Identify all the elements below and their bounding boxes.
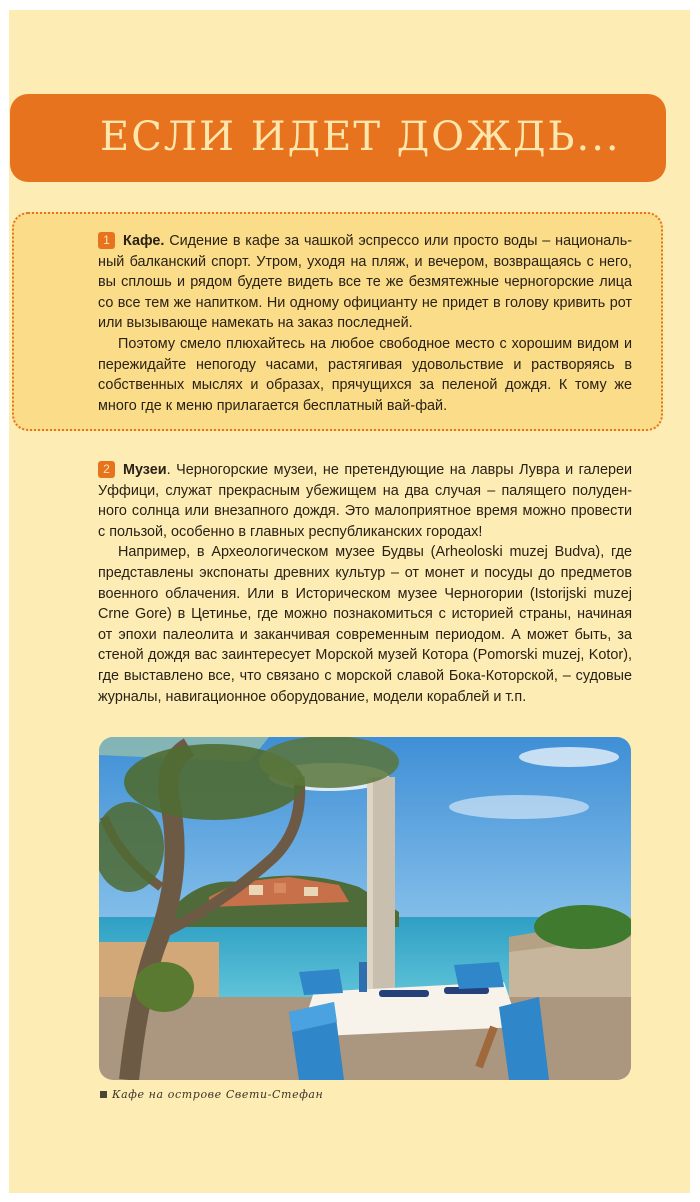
banner-title: ЕСЛИ ИДЕТ ДОЖДЬ... <box>100 114 621 160</box>
section-number-badge: 2 <box>98 461 115 478</box>
cafe-section <box>98 231 632 416</box>
photo-caption <box>100 1088 323 1101</box>
section-text: Поэтому смело плюхайтесь на любое свободное место с хорошим видом и пережидайте непогоду часами, растягивая удовольствие и растворяясь в собственных мыслях и образах, прячущихся за пеленой дождя. К тому же много где к меню прилагается бесплатный вай-фай. <box>98 335 632 414</box>
section-text: . Черногорские музеи, не претендующие на лавры Лувра и галереи Уффици, служат прекрасным убежищем на два случая – палящего полуденного солнца или внезапного дождя. Это малоприятное время можно провести с пользой, особенно в главных республиканских городах! <box>98 462 632 540</box>
section-heading: Музеи <box>123 462 167 478</box>
section-number-badge: 1 <box>98 232 115 249</box>
caption-text: Кафе на острове Свети-Стефан <box>112 1088 324 1101</box>
section-text: Например, в Археологическом музее Будвы (Arheoloski muzej Budva), где представлены экспонаты древних культур – от монет и посуды до предметов военного облачения. Или в Историческом музее Черногории (Istorijski muzej Crne Gore) в Цетинье, где можно познакомиться с историей страны, начиная от эпохи палеолита и заканчивая современным периодом. А может быть, за стеной дождя вас заинтересует Морской музей Котора (Pomorski muzej, Kotor), где выставлено все, что связано с морской славой Бока-Которской, – судовые журналы, навигационное оборудование, модели кораблей и т.п. <box>98 544 632 705</box>
cafe-photo <box>99 737 631 1080</box>
museums-section <box>98 460 632 707</box>
section-heading: Кафе. <box>123 233 165 249</box>
caption-square-icon <box>100 1091 107 1098</box>
section-text: Сидение в кафе за чашкой эспрессо или просто воды – национальный балканский спорт. Утром, уходя на пляж, и вечером, возвращаясь с него, вы сплошь и рядом будете видеть все те же безмятежные черногорские лица со все тем же напитком. Ни одному официанту не придет в голову кривить рот или вызывающе намекать на заказ последней. <box>98 233 632 332</box>
section-banner <box>10 94 666 182</box>
